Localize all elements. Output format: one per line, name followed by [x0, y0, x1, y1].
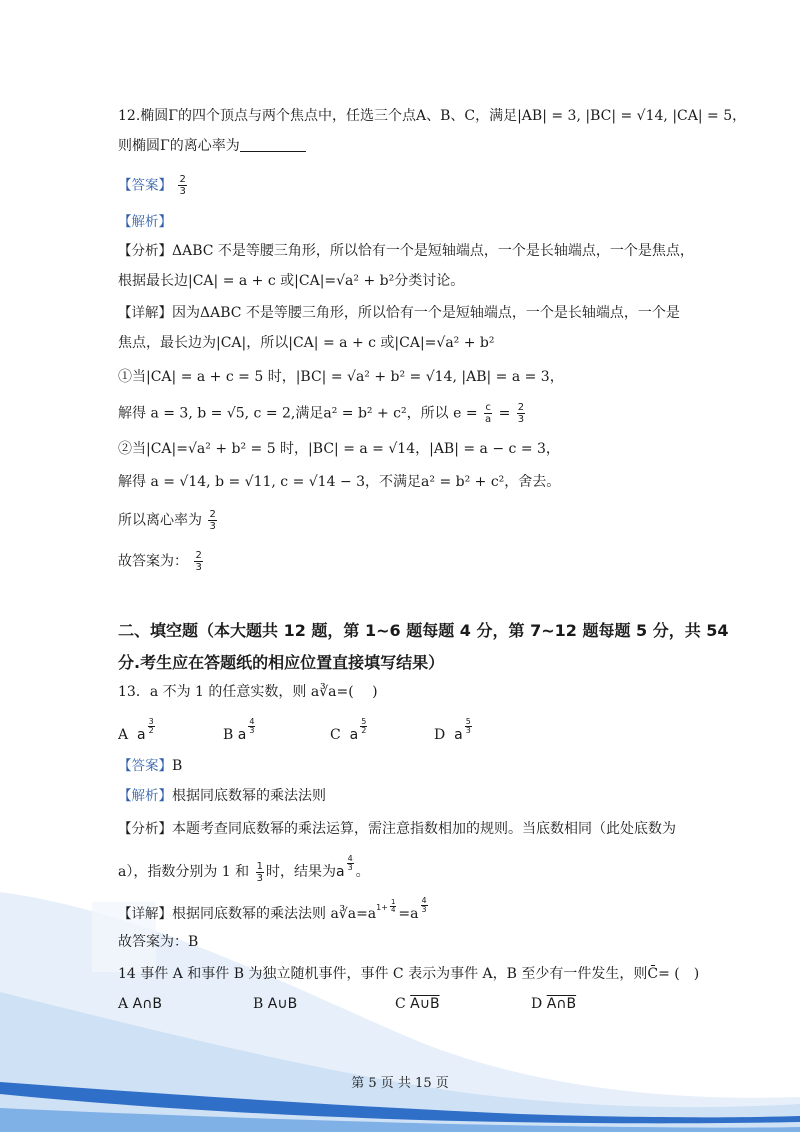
- q12-case2-line1: ②当|CA|=√a² + b² = 5 时，|BC| = a = √14，|AB| = a − c = 3，: [118, 441, 560, 457]
- q12-final: 故答案为： $\frac{2}{3}$: [118, 550, 202, 573]
- q12-fenxi-line2: 根据最长边|CA| = a + c 或|CA|=√a² + b²分类讨论。: [118, 273, 465, 289]
- q12-case1-line2: 解得 a = 3, b = √5, c = 2,满足a² = b² + c²，所以 e = $\frac{c}{a}$ = $\frac{2}{3}$: [118, 402, 525, 425]
- fenxi-tag: 【分析】: [118, 243, 172, 259]
- q14-stem: 14 事件 A 和事件 B 为独立随机事件，事件 C 表示为事件 A，B 至少有一件发生，则C̄= ( ): [118, 966, 700, 982]
- conclusion-fraction: $\frac{2}{3}$: [209, 509, 216, 532]
- q12-stem-line1: 12.椭圆Γ的四个顶点与两个焦点中，任选三个点A、B、C，满足|AB| = 3, |BC| = √14, |CA| = 5，: [118, 108, 747, 124]
- q14-option-d[interactable]: D A∩B: [531, 996, 577, 1012]
- q13-analysis: 【解析】根据同底数幂的乘法法则: [118, 788, 326, 804]
- q13-stem: 13．a 不为 1 的任意实数，则 a∛a=( ): [118, 684, 378, 700]
- q14-option-a[interactable]: A A∩B: [118, 996, 163, 1012]
- q13-option-b[interactable]: B a $\frac{4}{3}$: [223, 717, 255, 743]
- q12-conclusion: 所以离心率为 $\frac{2}{3}$: [118, 509, 216, 532]
- q13-final: 故答案为：B: [118, 934, 199, 950]
- answer-fraction: $\frac{2}{3}$: [179, 174, 186, 197]
- q12-stem-line2: [118, 136, 306, 156]
- section2-heading-line2: 分.考生应在答题纸的相应位置直接填写结果）: [118, 653, 445, 672]
- answer-tag: 【答案】: [118, 177, 172, 194]
- q12-fenxi-line1: 【分析】ΔABC 不是等腰三角形，所以恰有一个是短轴端点，一个是长轴端点，一个是焦点，: [118, 243, 694, 259]
- xiangjie-tag: 【详解】: [118, 305, 172, 321]
- section2-heading-line1: 二、填空题（本大题共 12 题，第 1~6 题每题 4 分，第 7~12 题每题 5 分，共 54: [118, 621, 729, 640]
- q13-option-a[interactable]: A a $\frac{3}{2}$: [118, 717, 154, 743]
- q12-analysis-tag: 【解析】: [118, 214, 172, 230]
- q12-answer: [118, 174, 189, 197]
- q13-option-d[interactable]: D a $\frac{5}{3}$: [434, 717, 471, 743]
- q13-fenxi-line2: a），指数分别为 1 和 $\frac{1}{3}$ 时，结果为a $\frac{4}{3}$ 。: [118, 854, 370, 884]
- q12-case2-line2: 解得 a = √14, b = √11, c = √14 − 3，不满足a² = b² + c²，舍去。: [118, 474, 561, 490]
- q13-fenxi-line1: 【分析】本题考查同底数幂的乘法运算，需注意指数相加的规则。当底数相同（此处底数为: [118, 821, 676, 837]
- q14-option-b[interactable]: B A∪B: [253, 996, 298, 1012]
- q12-xiangjie-line1: 【详解】因为ΔABC 不是等腰三角形，所以恰有一个是短轴端点，一个是长轴端点，一个是: [118, 305, 680, 321]
- final-fraction: $\frac{2}{3}$: [195, 550, 202, 573]
- q13-answer: 【答案】B: [118, 758, 183, 774]
- ratio-fraction: $\frac{c}{a}$: [485, 402, 492, 425]
- answer-blank: [240, 137, 306, 152]
- q13-option-c[interactable]: C a $\frac{5}{2}$: [330, 717, 367, 743]
- q14-option-c[interactable]: C A∪B: [395, 996, 440, 1012]
- q12-stem-prefix: 则椭圆Γ的离心率为: [118, 138, 240, 154]
- q12-case1-line1: ①当|CA| = a + c = 5 时，|BC| = √a² + b² = √14, |AB| = a = 3，: [118, 369, 564, 385]
- q13-xiangjie: 【详解】根据同底数幂的乘法法则 $a∛a=a^{1+}$ $\frac{1}{4}$ =a $\frac{4}{3}$: [118, 896, 427, 922]
- page-footer: 第 5 页 共 15 页: [351, 1076, 449, 1091]
- value-fraction: $\frac{2}{3}$: [517, 402, 525, 425]
- q12-xiangjie-line2: 焦点，最长边为|CA|，所以|CA| = a + c 或|CA|=√a² + b²: [118, 335, 495, 351]
